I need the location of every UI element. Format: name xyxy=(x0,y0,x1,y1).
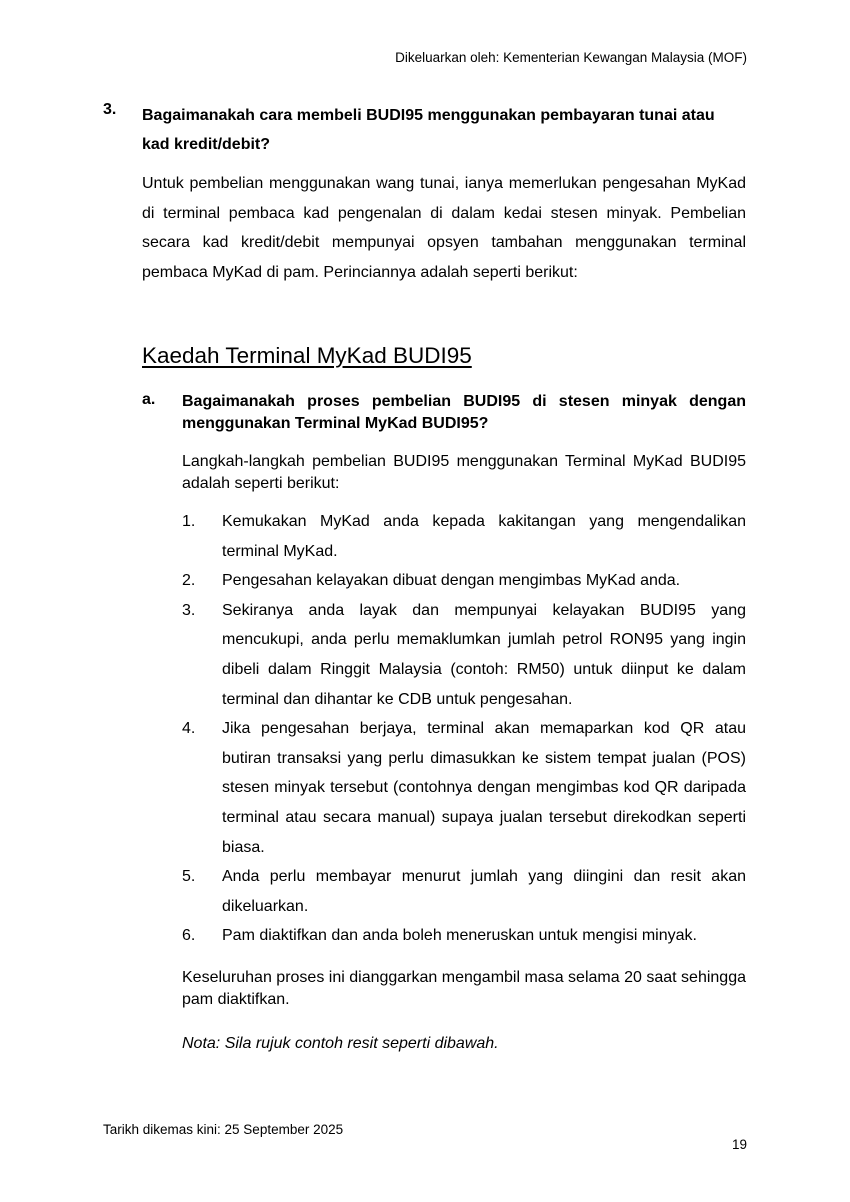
document-issuer-header: Dikeluarkan oleh: Kementerian Kewangan Malaysia (MOF) xyxy=(395,50,747,65)
step-number: 6. xyxy=(182,927,196,945)
step-item xyxy=(182,596,746,714)
last-updated-date: Tarikh dikemas kini: 25 September 2025 xyxy=(103,1122,344,1137)
process-summary: Keseluruhan proses ini dianggarkan mengambil masa selama 20 saat sehingga pam diaktifkan. xyxy=(182,968,746,1008)
receipt-note: Nota: Sila rujuk contoh resit seperti dibawah. xyxy=(182,1034,499,1052)
step-item xyxy=(182,507,746,566)
question-answer: Untuk pembelian menggunakan wang tunai, ianya memerlukan pengesahan MyKad di terminal pembaca kad pengenalan di dalam kedai stesen minyak. Pembelian secara kad kredit/debit mempunyai opsyen tambahan menggunakan terminal pembaca MyKad di pam. Perinciannya adalah seperti berikut: xyxy=(142,175,746,281)
subquestion-block xyxy=(142,391,746,1053)
step-number: 2. xyxy=(182,572,196,590)
steps-intro: Langkah-langkah pembelian BUDI95 menggunakan Terminal MyKad BUDI95 adalah seperti berikut: xyxy=(182,453,746,492)
step-item xyxy=(182,862,746,921)
step-text: Jika pengesahan berjaya, terminal akan memaparkan kod QR atau butiran transaksi yang perlu dimasukkan ke sistem tempat jualan (POS) stesen minyak tersebut (contohnya dengan mengimbas kod QR daripada terminal atau secara manual) supaya jualan tersebut direkodkan seperti biasa. xyxy=(222,720,746,856)
question-block xyxy=(103,101,746,287)
subquestion-title: Bagaimanakah proses pembelian BUDI95 di stesen minyak dengan menggunakan Terminal MyKad BUDI95? xyxy=(182,393,746,432)
step-number: 5. xyxy=(182,868,196,886)
question-title: Bagaimanakah cara membeli BUDI95 menggunakan pembayaran tunai atau kad kredit/debit? xyxy=(142,107,715,153)
step-number: 3. xyxy=(182,601,196,619)
step-text: Pengesahan kelayakan dibuat dengan mengimbas MyKad anda. xyxy=(222,572,681,590)
step-number: 4. xyxy=(182,720,196,738)
step-item xyxy=(182,921,746,951)
step-text: Sekiranya anda layak dan mempunyai kelayakan BUDI95 yang mencukupi, anda perlu memaklumkan jumlah petrol RON95 yang ingin dibeli dalam Ringgit Malaysia (contoh: RM50) untuk diinput ke dalam terminal dan dihantar ke CDB untuk pengesahan. xyxy=(222,601,746,708)
step-number: 1. xyxy=(182,513,196,530)
question-number: 3. xyxy=(103,101,117,118)
step-item xyxy=(182,714,746,862)
steps-list xyxy=(182,507,746,951)
step-item xyxy=(182,566,746,596)
section-heading: Kaedah Terminal MyKad BUDI95 xyxy=(142,343,472,368)
step-text: Pam diaktifkan dan anda boleh meneruskan untuk mengisi minyak. xyxy=(222,927,697,945)
subquestion-letter: a. xyxy=(142,391,156,408)
step-text: Kemukakan MyKad anda kepada kakitangan yang mengendalikan terminal MyKad. xyxy=(222,513,746,560)
page-number: 19 xyxy=(731,1137,747,1152)
step-text: Anda perlu membayar menurut jumlah yang diingini dan resit akan dikeluarkan. xyxy=(222,868,746,915)
